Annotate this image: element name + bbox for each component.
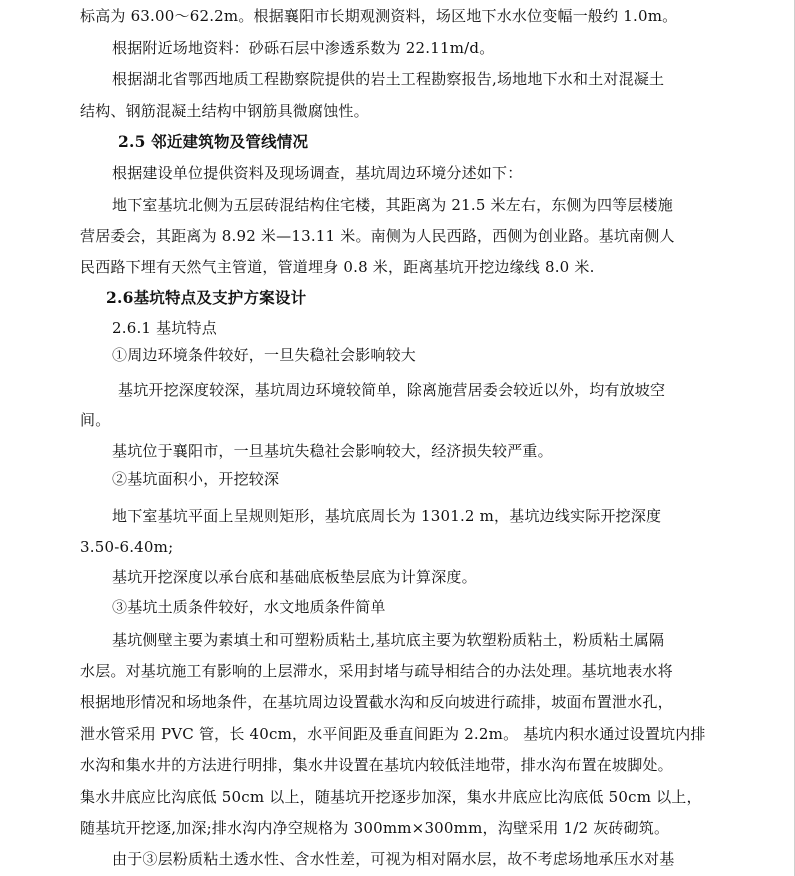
text-line: 由于③层粉质粘土透水性、含水性差，可视为相对隔水层，故不考虑场地承压水对基	[112, 850, 675, 868]
list-item-heading: ②基坑面积小，开挖较深	[112, 470, 280, 488]
section-heading: 2.6基坑特点及支护方案设计	[106, 288, 307, 307]
text-line: 水层。对基坑施工有影响的上层滞水，采用封堵与疏导相结合的办法处理。基坑地表水将	[80, 662, 673, 680]
subsection-heading: 2.6.1 基坑特点	[112, 319, 217, 337]
list-item-heading: ①周边环境条件较好，一旦失稳社会影响较大	[112, 346, 417, 364]
text-line: 根据湖北省鄂西地质工程勘察院提供的岩土工程勘察报告,场地地下水和土对混凝土	[112, 70, 665, 88]
text-line: 集水井底应比沟底低 50cm 以上，随基坑开挖逐步加深，集水井底应比沟底低 50cm 以上，	[80, 788, 702, 806]
text-line: 根据附近场地资料：砂砾石层中渗透系数为 22.11m/d。	[112, 39, 495, 57]
text-line: 间。	[80, 411, 111, 429]
text-line: 根据地形情况和场地条件，在基坑周边设置截水沟和反向坡进行疏排，坡面布置泄水孔，	[80, 693, 673, 711]
text-line: 水沟和集水井的方法进行明排，集水井设置在基坑内较低洼地带，排水沟布置在坡脚处。	[80, 756, 673, 774]
text-line: 基坑开挖深度以承台底和基础底板垫层底为计算深度。	[112, 568, 477, 586]
text-line: 地下室基坑北侧为五层砖混结构住宅楼，其距离为 21.5 米左右，东侧为四等层楼施	[112, 196, 673, 214]
text-line: 泄水管采用 PVC 管，长 40cm，水平间距及垂直间距为 2.2m。 基坑内积水通过设置坑内排	[80, 725, 706, 743]
text-line: 基坑位于襄阳市，一旦基坑失稳社会影响较大，经济损失较严重。	[112, 442, 553, 460]
text-line: 地下室基坑平面上呈规则矩形，基坑底周长为 1301.2 m，基坑边线实际开挖深度	[112, 507, 662, 525]
text-line: 基坑侧壁主要为素填土和可塑粉质粘土,基坑底主要为软塑粉质粘土，粉质粘土属隔	[112, 631, 665, 649]
text-line: 标高为 63.00～62.2m。根据襄阳市长期观测资料，场区地下水水位变幅一般约 1.0m。	[80, 7, 678, 25]
text-line: 随基坑开挖逐,加深;排水沟内净空规格为 300mm×300mm，沟壁采用 1/2 灰砖砌筑。	[80, 819, 670, 837]
text-line: 根据建设单位提供资料及现场调查，基坑周边环境分述如下：	[112, 164, 523, 182]
list-item-heading: ③基坑土质条件较好，水文地质条件简单	[112, 598, 386, 616]
section-heading: 2.5 邻近建筑物及管线情况	[118, 132, 309, 151]
text-line: 结构、钢筋混凝土结构中钢筋具微腐蚀性。	[80, 102, 369, 120]
text-line: 民西路下埋有天然气主管道，管道埋身 0.8 米，距离基坑开挖边缘线 8.0 米.	[80, 258, 595, 276]
text-line: 营居委会，其距离为 8.92 米—13.11 米。南侧为人民西路，西侧为创业路。基坑南侧人	[80, 227, 675, 245]
text-line: 基坑开挖深度较深，基坑周边环境较简单，除离施营居委会较近以外，均有放坡空	[118, 381, 666, 399]
text-line: 3.50-6.40m;	[80, 538, 174, 556]
